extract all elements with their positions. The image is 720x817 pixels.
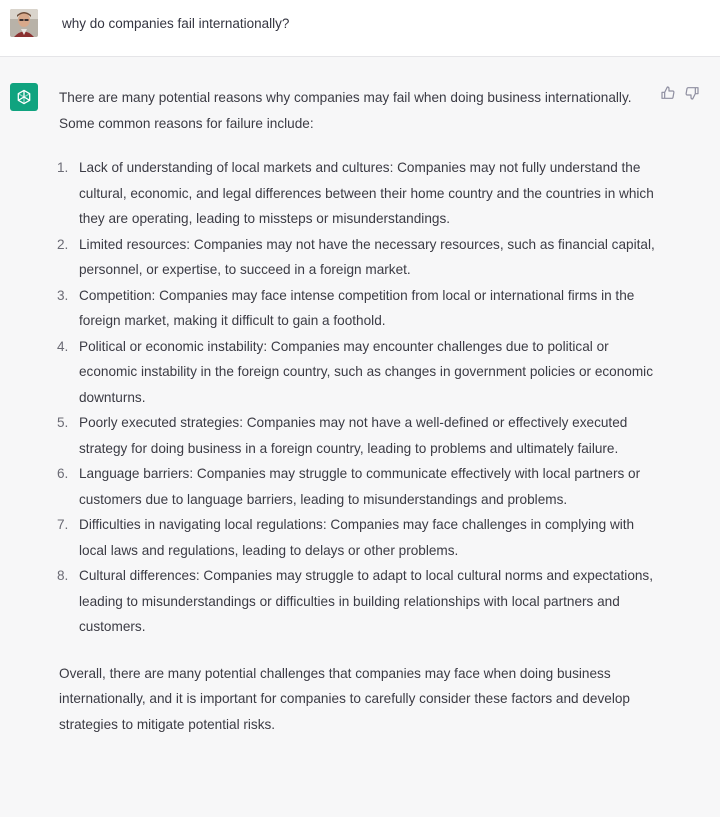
- user-avatar: [10, 9, 38, 37]
- list-item-text: Competition: Companies may face intense competition from local or international firms in the foreign market, making it difficult to gain a foothold.: [79, 287, 635, 328]
- list-item-number: 5.: [57, 415, 69, 430]
- list-item: [59, 512, 659, 563]
- assistant-message-row: [0, 57, 720, 817]
- list-item: [59, 155, 659, 232]
- user-avatar-image: [10, 9, 38, 37]
- list-item: [59, 410, 659, 461]
- list-item: [59, 232, 659, 283]
- openai-logo-icon: [15, 88, 33, 106]
- list-item-text: Limited resources: Companies may not have the necessary resources, such as financial capital, personnel, or expertise, to succeed in a foreign market.: [79, 236, 655, 277]
- assistant-avatar: [10, 83, 38, 111]
- list-item: [59, 334, 659, 411]
- list-item-number: 4.: [57, 338, 69, 354]
- list-item-number: 3.: [57, 287, 69, 303]
- like-button[interactable]: [660, 85, 678, 103]
- feedback-buttons: [660, 85, 704, 103]
- list-item-number: 1.: [57, 160, 69, 175]
- list-item-text: Lack of understanding of local markets and cultures: Companies may not fully understand the cultural, economic, and legal differences between their home country and the countries in which they are operating, leading to missteps or misunderstandings.: [79, 160, 654, 226]
- list-item-text: Language barriers: Companies may struggle to communicate effectively with local partners or customers due to language barriers, leading to misunderstandings and problems.: [79, 466, 641, 507]
- list-item: [59, 563, 659, 640]
- response-intro: There are many potential reasons why companies may fail when doing business internationally. Some common reasons for failure include:: [59, 90, 632, 131]
- list-item: [59, 283, 659, 334]
- list-item-number: 2.: [57, 236, 69, 252]
- thumbs-up-icon: [660, 85, 676, 101]
- list-item-number: 7.: [57, 517, 69, 532]
- reasons-list: [59, 155, 659, 640]
- list-item: [59, 461, 659, 512]
- list-item-number: 8.: [57, 568, 69, 583]
- dislike-button[interactable]: [684, 85, 702, 103]
- list-item-text: Cultural differences: Companies may struggle to adapt to local cultural norms and expectations, leading to misunderstandings or difficulties in building relationships with local partners and customers.: [79, 568, 654, 634]
- user-message-row: [0, 0, 720, 57]
- list-item-text: Difficulties in navigating local regulations: Companies may face challenges in complying with local laws and regulations, leading to delays or other problems.: [79, 517, 635, 558]
- thumbs-down-icon: [684, 85, 700, 101]
- assistant-message-content: [59, 85, 659, 737]
- list-item-text: Political or economic instability: Companies may encounter challenges due to political or economic instability in the foreign country, such as changes in government policies or economic downturns.: [79, 338, 654, 405]
- list-item-number: 6.: [57, 466, 69, 481]
- list-item-text: Poorly executed strategies: Companies may not have a well-defined or effectively executed strategy for doing business in a foreign country, leading to problems and ultimately failure.: [79, 415, 628, 456]
- user-message-text: why do companies fail internationally?: [62, 16, 290, 31]
- response-conclusion: Overall, there are many potential challenges that companies may face when doing business internationally, and it is important for companies to carefully consider these factors and develop strategies to mitigate potential risks.: [59, 665, 630, 732]
